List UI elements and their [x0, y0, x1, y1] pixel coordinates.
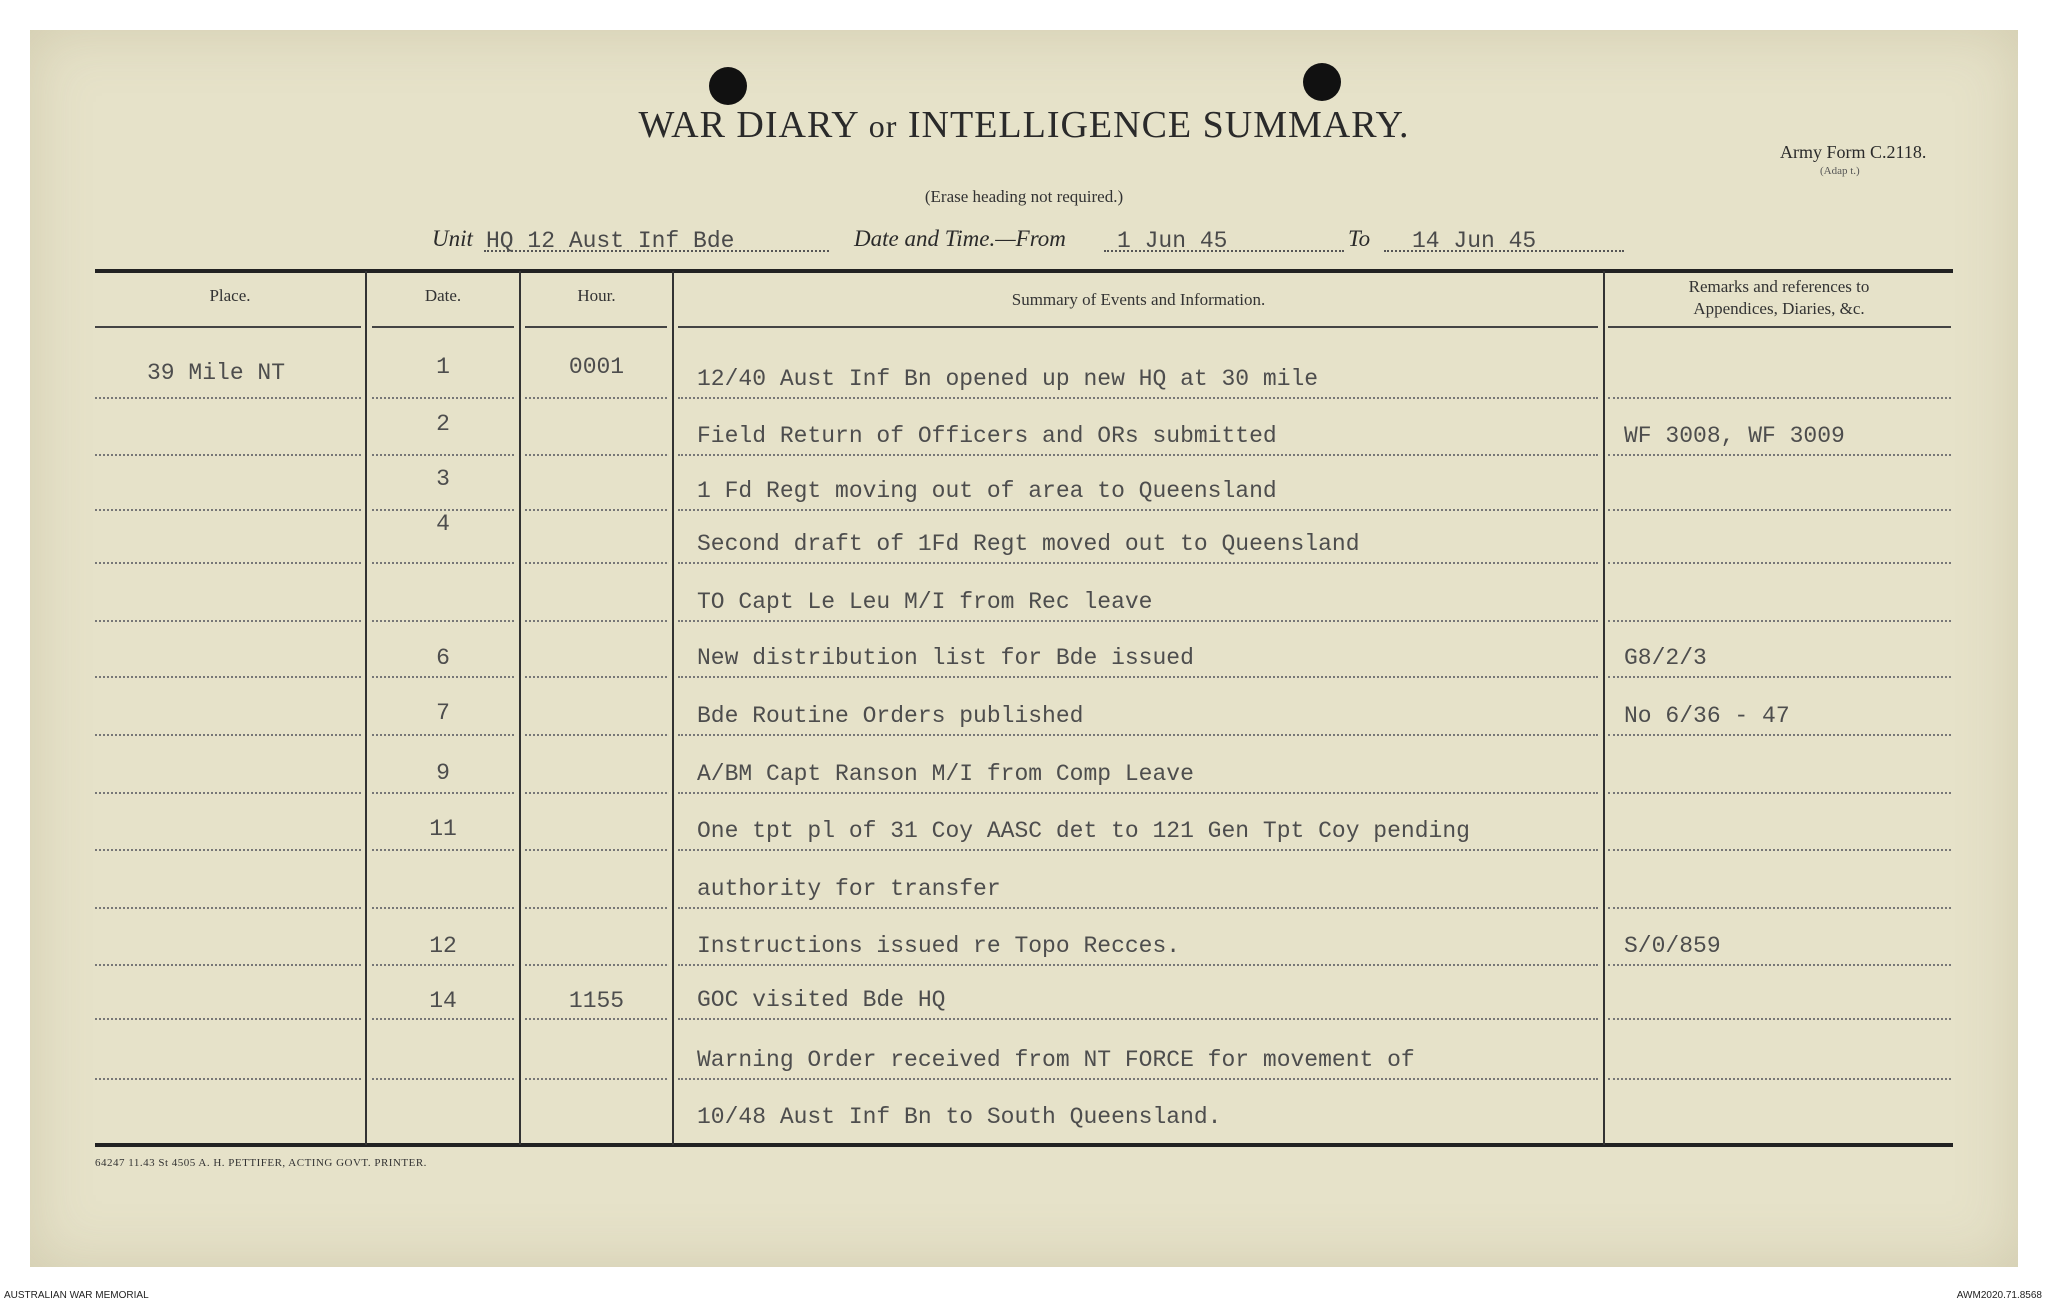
date-to-value: 14 Jun 45 — [1412, 228, 1537, 254]
date-to-dotline — [1384, 250, 1624, 252]
row-rule — [1608, 676, 1951, 678]
row-rule — [1608, 620, 1951, 622]
entry-date: 2 — [436, 411, 450, 437]
row-rule — [372, 397, 514, 399]
punch-hole-right — [1303, 63, 1341, 101]
row-rule — [678, 849, 1598, 851]
row-rule — [95, 1078, 361, 1080]
row-rule — [525, 734, 667, 736]
row-rule — [525, 454, 667, 456]
date-to-label: To — [1348, 226, 1371, 251]
row-rule — [1608, 397, 1951, 399]
entry-remarks: G8/2/3 — [1624, 645, 1707, 671]
entry-remarks: S/0/859 — [1624, 933, 1721, 959]
row-rule — [372, 734, 514, 736]
row-rule — [372, 1078, 514, 1080]
unit-value: HQ 12 Aust Inf Bde — [486, 228, 735, 254]
adapted-note: (Adap t.) — [1820, 165, 1860, 177]
entry-summary: GOC visited Bde HQ — [697, 987, 946, 1013]
entry-summary: 12/40 Aust Inf Bn opened up new HQ at 30 mile — [697, 366, 1319, 392]
table-top-rule — [95, 269, 1953, 273]
header-underline-date — [372, 326, 514, 328]
header-underline-remarks — [1608, 326, 1951, 328]
row-rule — [95, 676, 361, 678]
row-rule — [95, 849, 361, 851]
row-rule — [678, 1078, 1598, 1080]
unit-label: Unit — [432, 226, 473, 251]
entry-hour: 1155 — [568, 988, 625, 1014]
entry-date: 4 — [436, 511, 450, 537]
row-rule — [678, 509, 1598, 511]
header-hour: Hour. — [577, 286, 616, 305]
row-rule — [1608, 849, 1951, 851]
date-from-dotline — [1104, 250, 1344, 252]
table-bottom-rule — [95, 1143, 1953, 1147]
row-rule — [1608, 562, 1951, 564]
row-rule — [678, 454, 1598, 456]
erase-note: (Erase heading not required.) — [924, 187, 1124, 206]
form-title — [0, 103, 2048, 147]
row-rule — [525, 620, 667, 622]
col-divider-3 — [672, 271, 674, 1145]
row-rule — [678, 734, 1598, 736]
row-rule — [372, 620, 514, 622]
entry-summary: Bde Routine Orders published — [697, 703, 1084, 729]
row-rule — [1608, 1078, 1951, 1080]
row-rule — [372, 964, 514, 966]
entry-date: 12 — [429, 933, 457, 959]
entry-date: 11 — [429, 816, 457, 842]
row-rule — [525, 964, 667, 966]
row-rule — [1608, 792, 1951, 794]
entry-summary: A/BM Capt Ranson M/I from Comp Leave — [697, 761, 1194, 787]
row-rule — [95, 562, 361, 564]
entry-date: 1 — [436, 354, 450, 380]
row-rule — [678, 397, 1598, 399]
row-rule — [372, 562, 514, 564]
title-war-diary: WAR DIARY — [638, 104, 859, 146]
row-rule — [678, 620, 1598, 622]
header-underline-summary — [678, 326, 1598, 328]
header-remarks-line-1: Remarks and references to — [1688, 277, 1870, 296]
unit-dotline — [484, 250, 829, 252]
row-rule — [372, 1018, 514, 1020]
date-from-label: Date and Time.—From — [854, 226, 1066, 251]
entry-summary: Warning Order received from NT FORCE for movement of — [697, 1047, 1415, 1073]
row-rule — [678, 676, 1598, 678]
row-rule — [1608, 1018, 1951, 1020]
footer-archive-name: AUSTRALIAN WAR MEMORIAL — [4, 1290, 149, 1301]
row-rule — [372, 676, 514, 678]
entry-date: 7 — [436, 700, 450, 726]
entry-date: 6 — [436, 645, 450, 671]
header-date: Date. — [424, 286, 462, 305]
row-rule — [525, 562, 667, 564]
row-rule — [95, 1018, 361, 1020]
row-rule — [678, 964, 1598, 966]
header-underline-hour — [525, 326, 667, 328]
header-remarks — [1605, 276, 1953, 320]
row-rule — [525, 397, 667, 399]
row-rule — [678, 562, 1598, 564]
title-intelligence-summary: INTELLIGENCE SUMMARY. — [907, 104, 1410, 146]
row-rule — [95, 620, 361, 622]
row-rule — [678, 907, 1598, 909]
entry-summary: One tpt pl of 31 Coy AASC det to 121 Gen Tpt Coy pending — [697, 818, 1470, 844]
entry-place: 39 Mile NT — [147, 360, 286, 386]
entry-summary: authority for transfer — [697, 876, 1001, 902]
header-underline-place — [95, 326, 361, 328]
header-summary: Summary of Events and Information. — [1011, 290, 1266, 309]
row-rule — [95, 734, 361, 736]
entry-summary: Instructions issued re Topo Recces. — [697, 933, 1181, 959]
row-rule — [372, 907, 514, 909]
entry-date: 3 — [436, 466, 450, 492]
row-rule — [1608, 509, 1951, 511]
row-rule — [525, 1078, 667, 1080]
row-rule — [525, 676, 667, 678]
entry-remarks: No 6/36 - 47 — [1624, 703, 1790, 729]
row-rule — [95, 792, 361, 794]
entry-remarks: WF 3008, WF 3009 — [1624, 423, 1845, 449]
col-divider-4 — [1603, 271, 1605, 1145]
row-rule — [95, 397, 361, 399]
date-from-value: 1 Jun 45 — [1117, 228, 1228, 254]
row-rule — [525, 849, 667, 851]
row-rule — [1608, 907, 1951, 909]
entry-hour: 0001 — [568, 354, 625, 380]
footer-accession-number: AWM2020.71.8568 — [1956, 1290, 2042, 1301]
row-rule — [525, 792, 667, 794]
punch-hole-left — [709, 67, 747, 105]
entry-summary: New distribution list for Bde issued — [697, 645, 1194, 671]
entry-summary: 1 Fd Regt moving out of area to Queensland — [697, 478, 1277, 504]
army-form-number: Army Form C.2118. — [1780, 142, 1927, 162]
entry-date: 9 — [436, 760, 450, 786]
entry-summary: Field Return of Officers and ORs submitted — [697, 423, 1277, 449]
row-rule — [525, 509, 667, 511]
entry-summary: Second draft of 1Fd Regt moved out to Queensland — [697, 531, 1360, 557]
row-rule — [95, 509, 361, 511]
title-or: or — [868, 108, 898, 144]
row-rule — [95, 907, 361, 909]
printer-imprint: 64247 11.43 St 4505 A. H. PETTIFER, ACTING GOVT. PRINTER. — [95, 1157, 427, 1169]
row-rule — [95, 964, 361, 966]
row-rule — [525, 907, 667, 909]
row-rule — [1608, 734, 1951, 736]
entry-summary: TO Capt Le Leu M/I from Rec leave — [697, 589, 1153, 615]
row-rule — [372, 849, 514, 851]
row-rule — [1608, 964, 1951, 966]
entry-summary: 10/48 Aust Inf Bn to South Queensland. — [697, 1104, 1222, 1130]
header-place: Place. — [209, 286, 251, 305]
row-rule — [372, 454, 514, 456]
row-rule — [525, 1018, 667, 1020]
row-rule — [678, 792, 1598, 794]
row-rule — [95, 454, 361, 456]
row-rule — [678, 1018, 1598, 1020]
entry-date: 14 — [429, 988, 457, 1014]
header-remarks-line-2: Appendices, Diaries, &c. — [1693, 299, 1865, 318]
row-rule — [372, 792, 514, 794]
row-rule — [1608, 454, 1951, 456]
